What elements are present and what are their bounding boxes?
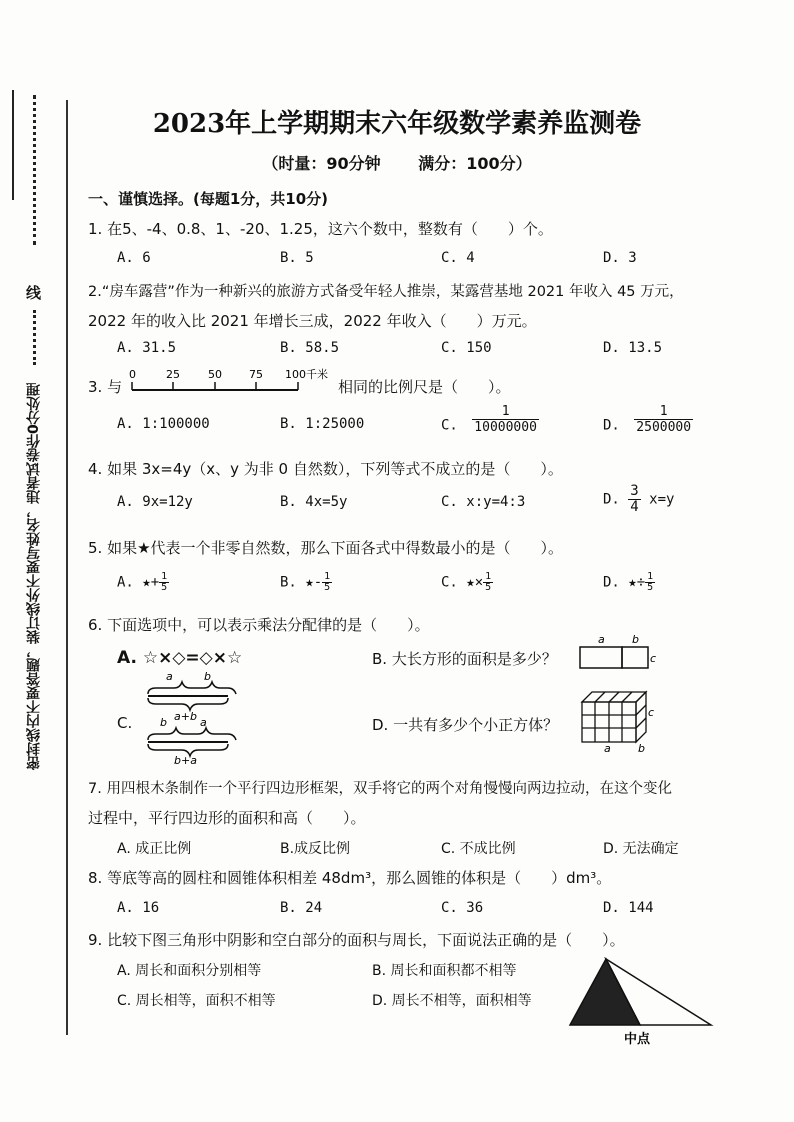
q5-option-d[interactable] bbox=[603, 572, 655, 593]
q4-d-numerator: 3 bbox=[630, 483, 639, 499]
q8-option-d[interactable]: D. 144 bbox=[603, 900, 654, 916]
margin-line-char: 线 bbox=[26, 284, 42, 302]
q9-option-c[interactable]: C. 周长相等，面积不相等 bbox=[117, 993, 276, 1009]
margin-notice: 密封线内不要答题，装订线外不要写姓名，违者试卷作0分处理 bbox=[26, 382, 42, 770]
scale-tick-25: 25 bbox=[166, 368, 180, 381]
scale-tick-75: 75 bbox=[249, 368, 263, 381]
q3-option-c[interactable] bbox=[441, 404, 539, 435]
q5-c-num: 1 bbox=[485, 571, 492, 582]
q3-option-d-fraction bbox=[634, 404, 693, 435]
q7-option-b[interactable]: B.成反比例 bbox=[280, 841, 351, 857]
q6-option-d[interactable]: D. 一共有多少个小正方体？ bbox=[372, 716, 559, 734]
q4-option-d-label: D. bbox=[603, 491, 620, 508]
q6-cube-figure bbox=[578, 688, 658, 755]
q8-option-b[interactable]: B. 24 bbox=[280, 900, 323, 916]
section-heading: 一、谨慎选择。(每题1分，共10分) bbox=[88, 190, 329, 208]
q4-option-c[interactable]: C. x:y=4:3 bbox=[441, 494, 526, 510]
q9-stem: 9. 比较下图三角形中阴影和空白部分的面积与周长，下面说法正确的是（ ）。 bbox=[88, 931, 625, 949]
q5-option-b-text: B. ★- bbox=[280, 574, 323, 591]
shaded-triangle bbox=[570, 959, 640, 1025]
q3-option-d[interactable] bbox=[603, 404, 693, 435]
q4-option-d-tail: x=y bbox=[649, 491, 675, 508]
q4-option-a[interactable]: A. 9x=12y bbox=[117, 494, 193, 510]
q3-d-denominator: 2500000 bbox=[636, 420, 692, 435]
q2-option-a[interactable]: A. 31.5 bbox=[117, 340, 177, 356]
q5-a-fraction bbox=[159, 572, 169, 593]
margin-dotted-line-2 bbox=[33, 310, 36, 365]
cube-label-b: b bbox=[638, 742, 645, 755]
q5-option-b[interactable] bbox=[280, 572, 332, 593]
midpoint-label: 中点 bbox=[624, 1032, 651, 1047]
q8-option-c[interactable]: C. 36 bbox=[441, 900, 484, 916]
q5-a-num: 1 bbox=[161, 571, 168, 582]
q7-stem-line2: 过程中，平行四边形的面积和高（ ）。 bbox=[88, 809, 366, 827]
binding-line bbox=[66, 100, 68, 1035]
q3-option-a[interactable]: A. 1:100000 bbox=[117, 416, 210, 432]
q8-stem: 8. 等底等高的圆柱和圆锥体积相差 48dm³，那么圆锥的体积是（ ）dm³。 bbox=[88, 869, 612, 887]
line-scale-figure bbox=[128, 366, 338, 396]
brace-label-b1: b bbox=[204, 670, 211, 683]
q3-option-c-label: C. bbox=[441, 417, 458, 434]
q5-b-num: 1 bbox=[324, 571, 331, 582]
q5-option-c[interactable] bbox=[441, 572, 493, 593]
q5-stem: 5. 如果★代表一个非零自然数，那么下面各式中得数最小的是（ ）。 bbox=[88, 539, 564, 557]
q9-option-d[interactable]: D. 周长不相等，面积相等 bbox=[372, 993, 532, 1009]
q4-option-d-fraction bbox=[628, 484, 640, 515]
q5-option-d-text: D. ★÷ bbox=[603, 574, 646, 591]
q8-option-a[interactable]: A. 16 bbox=[117, 900, 160, 916]
q3-d-numerator: 1 bbox=[659, 404, 668, 419]
q5-option-a[interactable] bbox=[117, 572, 169, 593]
exam-time: （时量：90分钟 bbox=[262, 154, 381, 173]
q5-option-a-text: A. ★+ bbox=[117, 574, 160, 591]
q5-b-den: 5 bbox=[324, 582, 331, 593]
q3-suffix: 相同的比例尺是（ ）。 bbox=[338, 378, 511, 396]
q9-option-b[interactable]: B. 周长和面积都不相等 bbox=[372, 963, 517, 979]
q1-option-a[interactable]: A. 6 bbox=[117, 250, 151, 266]
q5-c-fraction bbox=[483, 572, 493, 593]
q4-stem: 4. 如果 3x=4y（x、y 为非 0 自然数），下列等式不成立的是（ ）。 bbox=[88, 460, 563, 478]
brace-label-b2: b bbox=[160, 716, 167, 729]
q5-b-fraction bbox=[322, 572, 332, 593]
q6-stem: 6. 下面选项中，可以表示乘法分配律的是（ ）。 bbox=[88, 616, 430, 634]
rect-label-b: b bbox=[632, 633, 639, 646]
q2-option-d[interactable]: D. 13.5 bbox=[603, 340, 663, 356]
q3-c-numerator: 1 bbox=[501, 404, 510, 419]
exam-score: 满分：100分） bbox=[418, 154, 532, 173]
q3-c-denominator: 10000000 bbox=[474, 420, 537, 435]
q5-a-den: 5 bbox=[161, 582, 168, 593]
q7-option-c[interactable]: C. 不成比例 bbox=[441, 841, 516, 857]
q5-d-num: 1 bbox=[647, 571, 654, 582]
q6-option-a[interactable]: A. ☆×◇=◇×☆ bbox=[117, 648, 243, 668]
scale-tick-50: 50 bbox=[208, 368, 222, 381]
q5-d-fraction bbox=[645, 572, 655, 593]
q4-d-denominator: 4 bbox=[630, 499, 639, 515]
q5-d-den: 5 bbox=[647, 582, 654, 593]
q6-rectangle-figure bbox=[578, 634, 658, 674]
q1-option-d[interactable]: D. 3 bbox=[603, 250, 637, 266]
q9-triangle-figure bbox=[566, 955, 716, 1050]
q4-option-b[interactable]: B. 4x=5y bbox=[280, 494, 348, 510]
q7-option-a[interactable]: A. 成正比例 bbox=[117, 841, 192, 857]
q9-option-a[interactable]: A. 周长和面积分别相等 bbox=[117, 963, 262, 979]
q7-stem-line1: 7. 用四根木条制作一个平行四边形框架，双手将它的两个对角慢慢向两边拉动，在这个变化 bbox=[88, 781, 672, 797]
exam-info bbox=[0, 151, 794, 174]
q2-stem-line2: 2022 年的收入比 2021 年增长三成，2022 年收入（ ）万元。 bbox=[88, 312, 537, 330]
q5-option-c-text: C. ★× bbox=[441, 574, 484, 591]
page-title: 2023年上学期期末六年级数学素养监测卷 bbox=[152, 109, 642, 139]
q1-option-b[interactable]: B. 5 bbox=[280, 250, 314, 266]
cube-label-c: c bbox=[648, 706, 655, 719]
q2-stem-line1: 2.“房车露营”作为一种新兴的旅游方式备受年轻人推崇，某露营基地 2021 年收入 45 万元， bbox=[88, 284, 684, 300]
brace-label-sum2: b+a bbox=[174, 754, 197, 767]
brace-label-sum1: a+b bbox=[174, 710, 197, 723]
q7-option-d[interactable]: D. 无法确定 bbox=[603, 841, 679, 857]
brace-label-a2: a bbox=[200, 716, 207, 729]
q3-prefix: 3. 与 bbox=[88, 378, 123, 396]
cube-label-a: a bbox=[604, 742, 611, 755]
q4-option-d[interactable] bbox=[603, 484, 674, 515]
q2-option-c[interactable]: C. 150 bbox=[441, 340, 492, 356]
q1-option-c[interactable]: C. 4 bbox=[441, 250, 475, 266]
q1-stem: 1. 在5、-4、0.8、1、-20、1.25，这六个数中，整数有（ ）个。 bbox=[88, 220, 553, 238]
q3-option-d-label: D. bbox=[603, 417, 620, 434]
q2-option-b[interactable]: B. 58.5 bbox=[280, 340, 340, 356]
q6-brace-figure bbox=[140, 670, 240, 767]
q3-option-c-fraction bbox=[472, 404, 539, 435]
brace-label-a1: a bbox=[166, 670, 173, 683]
scale-tick-0: 0 bbox=[129, 368, 136, 381]
q6-option-c[interactable]: C. bbox=[117, 714, 133, 732]
rect-label-c: c bbox=[650, 652, 657, 665]
q3-option-b[interactable]: B. 1:25000 bbox=[280, 416, 365, 432]
scale-tick-100: 100千米 bbox=[285, 368, 328, 381]
rect-label-a: a bbox=[598, 633, 605, 646]
q5-c-den: 5 bbox=[485, 582, 492, 593]
q6-option-b[interactable]: B. 大长方形的面积是多少？ bbox=[372, 650, 557, 668]
